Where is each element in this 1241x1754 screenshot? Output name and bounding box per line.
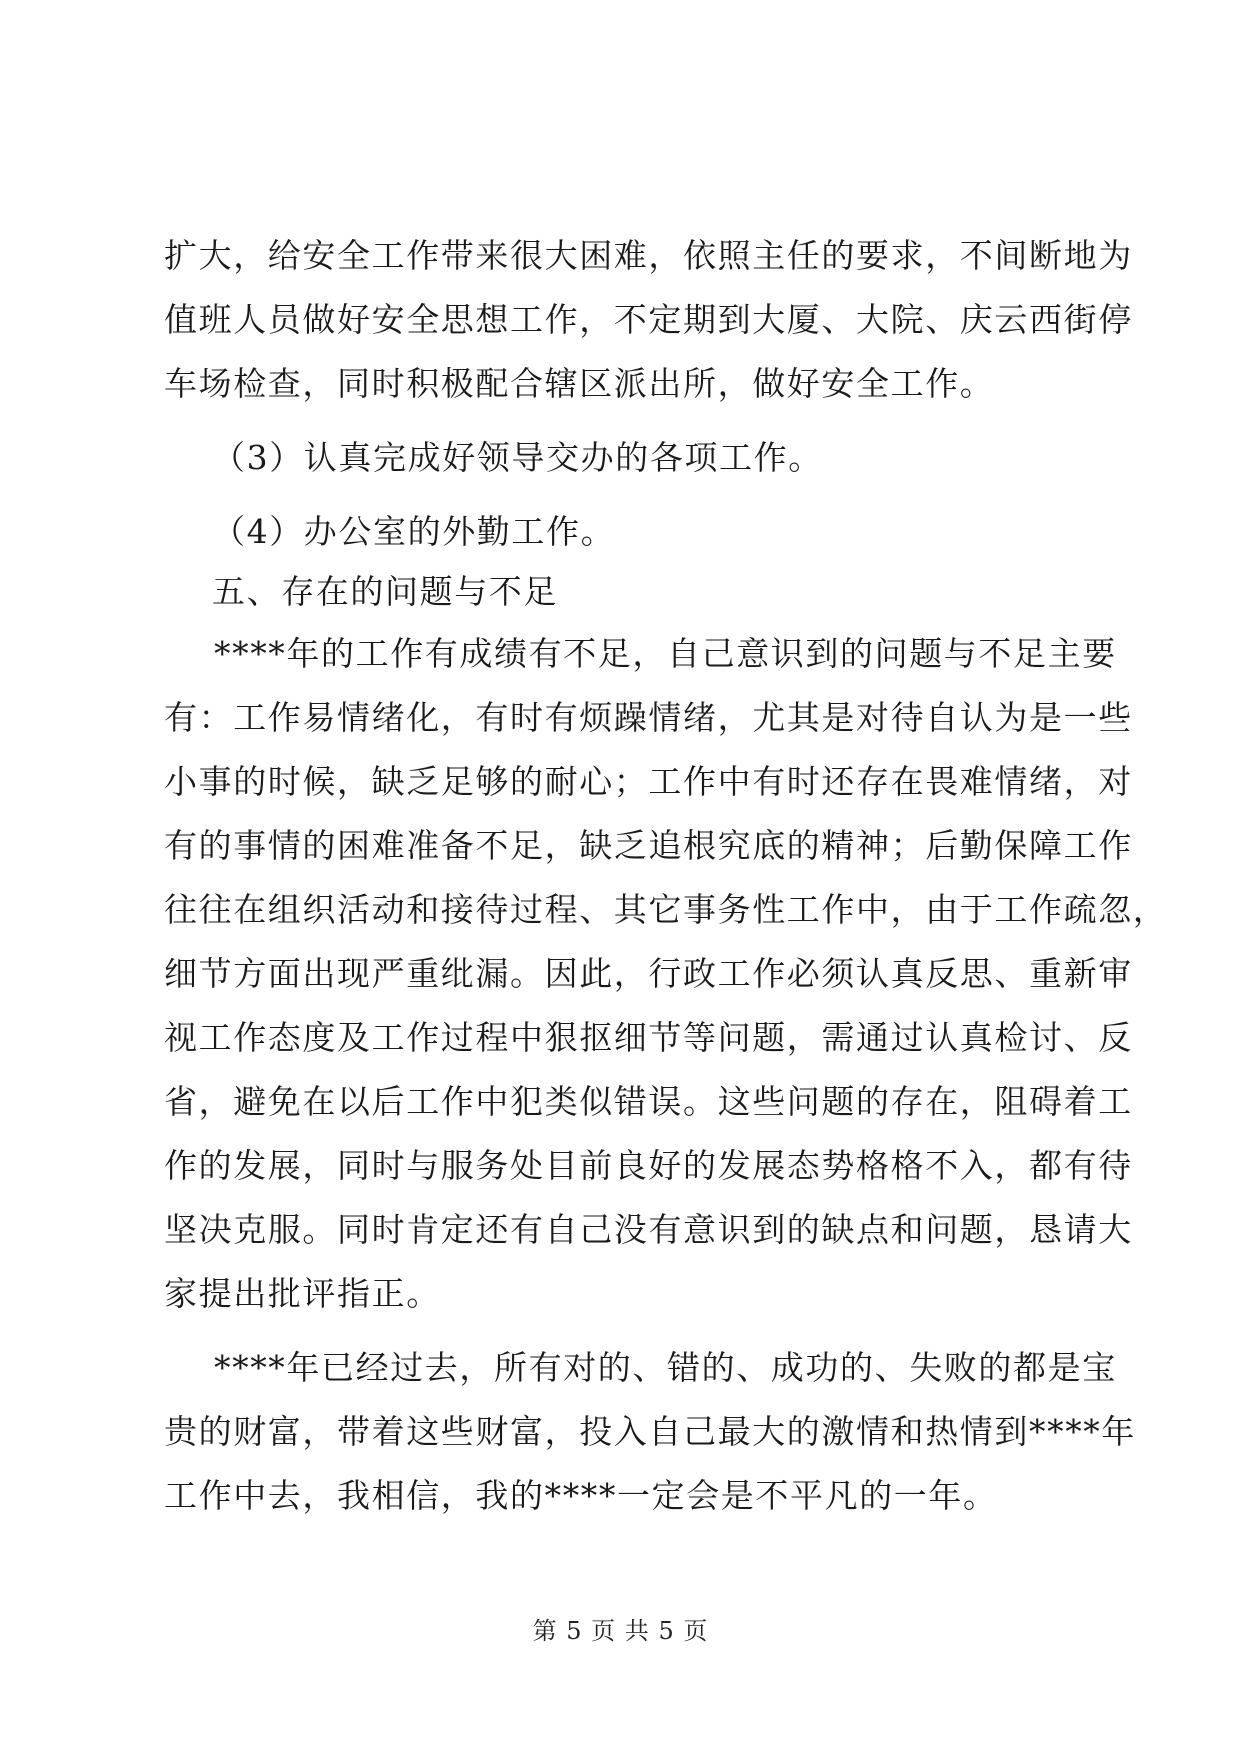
list-item-4 [164, 500, 1082, 564]
text-line: 坚决克服。同时肯定还有自己没有意识到的缺点和问题，恳请大 [164, 1210, 1133, 1249]
paragraph-safety-work [164, 224, 1133, 416]
section-heading [164, 560, 1082, 624]
text-line: ****年的工作有成绩有不足，自己意识到的问题与不足主要 [214, 634, 1117, 673]
text-line: 小事的时候，缺乏足够的耐心；工作中有时还存在畏难情绪，对 [164, 762, 1133, 801]
text-line: 往往在组织活动和接待过程、其它事务性工作中，由于工作疏忽， [164, 890, 1168, 929]
text-line: 工作中去，我相信，我的****一定会是不平凡的一年。 [164, 1476, 998, 1515]
paragraph-problems [164, 622, 1168, 1326]
text-line: （4）办公室的外勤工作。 [212, 512, 616, 551]
text-line: （3）认真完成好领导交办的各项工作。 [212, 438, 823, 477]
text-line: 有的事情的困难准备不足，缺乏追根究底的精神；后勤保障工作 [164, 826, 1133, 865]
text-line: 省，避免在以后工作中犯类似错误。这些问题的存在，阻碍着工 [164, 1082, 1133, 1121]
text-line: ****年已经过去，所有对的、错的、成功的、失败的都是宝 [214, 1348, 1117, 1387]
text-line: 作的发展，同时与服务处目前良好的发展态势格格不入，都有待 [164, 1146, 1133, 1185]
list-item-3 [164, 426, 1082, 490]
text-line: 扩大，给安全工作带来很大困难，依照主任的要求，不间断地为 [164, 236, 1133, 275]
text-line: 家提出批评指正。 [164, 1274, 441, 1313]
document-body [164, 224, 1168, 1528]
text-line: 视工作态度及工作过程中狠抠细节等问题，需通过认真检讨、反 [164, 1018, 1133, 1057]
paragraph-conclusion [164, 1336, 1136, 1528]
text-line: 五、存在的问题与不足 [212, 572, 558, 611]
text-line: 贵的财富，带着这些财富，投入自己最大的激情和热情到****年 [164, 1412, 1136, 1451]
page-footer: 第 5 页 共 5 页 [532, 1617, 709, 1645]
text-line: 有：工作易情绪化，有时有烦躁情绪，尤其是对待自认为是一些 [164, 698, 1133, 737]
text-line: 车场检查，同时积极配合辖区派出所，做好安全工作。 [164, 364, 995, 403]
text-line: 值班人员做好安全思想工作，不定期到大厦、大院、庆云西街停 [164, 300, 1133, 339]
text-line: 细节方面出现严重纰漏。因此，行政工作必须认真反思、重新审 [164, 954, 1133, 993]
